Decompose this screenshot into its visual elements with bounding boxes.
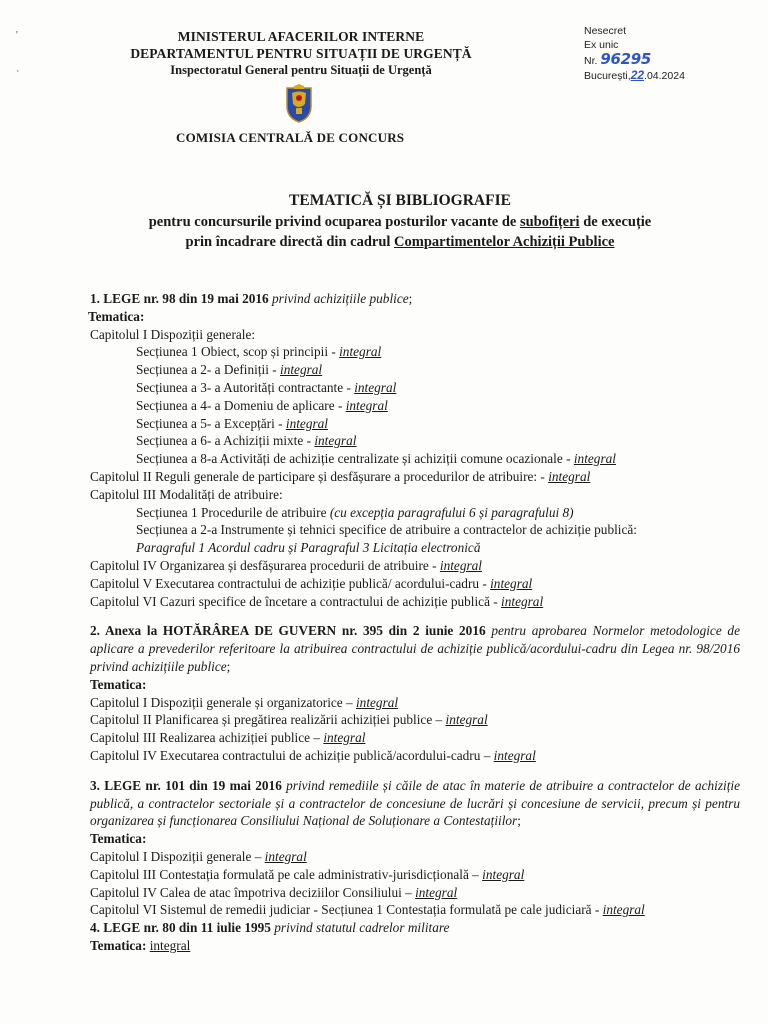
document-subtitle-line2: prin încadrare directă din cadrul Compartimentelor Achiziții Publice [185, 234, 615, 250]
scope-tag: integral [314, 433, 357, 449]
section-2-items [90, 694, 740, 765]
list-item: Capitolul I Dispoziții generale și organizatorice – integral [90, 694, 399, 710]
section-3-heading: 3. LEGE nr. 101 din 19 mai 2016 privind remediile și căile de atac în materie de atribuire a contractelor de achiziție publică, a contractelor sectoriale și a contractelor de concesiune de lucrări și concesiune de servicii, precum și pentru organizarea și funcționarea Consiliului Național de Soluționare a Contestațiilor; [90, 777, 741, 829]
handwritten-number: 96295 [600, 50, 652, 68]
scope-tag: integral [355, 694, 399, 710]
document-subtitle-line1: pentru concursurile privind ocuparea posturilor vacante de subofițeri de execuție [148, 214, 652, 230]
classification-label: Nesecret [584, 25, 627, 37]
section-1-chapter3-sec1: Secțiunea 1 Procedurile de atribuire (cu excepția paragrafului 6 și paragrafului 8) [136, 504, 574, 520]
section-3-last-item: Capitolul VI Sistemul de remedii judiciar - Secțiunea 1 Contestația formulată pe cale judiciară - integral [90, 902, 645, 918]
handwritten-day: 22 [630, 68, 645, 82]
section-1-items [90, 326, 740, 504]
section-2-heading: 2. Anexa la HOTĂRÂREA DE GUVERN nr. 395 din 2 iunie 2016 pentru aprobarea Normelor metodologice de aplicare a prevederilor referitoare la atribuirea contractului de achiziție publică/acordului-cadru din Legea nr. 98/2016 privind achizițiile publice; [90, 623, 740, 674]
classification-block [584, 24, 685, 83]
scope-tag: integral [482, 866, 525, 882]
list-item: Capitolul IV Executarea contractului de achiziție publică/acordului-cadru – integral [90, 747, 536, 763]
scan-mark: ' [16, 30, 18, 41]
document-body [90, 290, 740, 955]
section-1-tail-items [90, 557, 740, 610]
list-item: Capitolul II Reguli generale de participare și desfășurare a procedurilor de atribuire: - integral [90, 468, 591, 484]
list-item: Secțiunea a 3- a Autorități contractante - integral [136, 379, 397, 395]
section-1-chapter3-sec2: Secțiunea a 2-a Instrumente și tehnici specifice de atribuire a contractelor de achiziție publică: [136, 522, 637, 538]
list-item: Capitolul II Planificarea și pregătirea realizării achiziției publice – integral [90, 712, 488, 728]
ministry-name: MINISTERUL AFACERILOR INTERNE [177, 29, 425, 44]
city-label: București, [584, 70, 631, 82]
list-item: Capitolul III Realizarea achiziției publice – integral [90, 730, 366, 746]
document-date [584, 68, 685, 83]
scan-mark: ` [16, 70, 20, 81]
list-item: Secțiunea a 6- a Achiziții mixte - integral [136, 433, 357, 449]
list-item: Capitolul IV Calea de atac împotriva deciziilor Consiliului – integral [90, 884, 458, 900]
section-3-tematica: Tematica: [90, 831, 147, 847]
department-name: DEPARTAMENTUL PENTRU SITUAȚII DE URGENȚĂ [130, 46, 472, 61]
section-2-tematica: Tematica: [90, 676, 147, 692]
list-item: Capitolul IV Organizarea și desfășurarea procedurii de atribuire - integral [90, 557, 482, 573]
scope-tag: integral [573, 451, 616, 467]
scope-tag: integral [345, 397, 388, 413]
list-item: Capitolul III Modalități de atribuire: [90, 486, 283, 502]
list-item: Capitolul III Contestația formulată pe cale administrativ-jurisdicțională – integral [90, 866, 525, 882]
commission-title: COMISIA CENTRALĂ DE CONCURS [176, 130, 405, 145]
section-3-items [90, 848, 740, 901]
section-4-heading: 4. LEGE nr. 80 din 11 iulie 1995 privind statutul cadrelor militare [90, 920, 450, 936]
copy-label: Ex unic [584, 39, 619, 51]
list-item: Capitolul VI Cazuri specifice de încetare a contractului de achiziție publică - integral [90, 593, 544, 609]
section-1-chapter3-sec2-paragraphs: Paragraful 1 Acordul cadru și Paragraful 3 Licitația electronică [136, 540, 481, 556]
scope-tag: integral [439, 557, 482, 573]
scope-tag: integral [323, 730, 366, 746]
list-item: Secțiunea a 8-a Activități de achiziție centralizate și achiziții comune ocazionale - integral [136, 451, 616, 467]
inspectorate-name: Inspectoratul General pentru Situații de Urgență [170, 63, 432, 77]
document-title: TEMATICĂ ȘI BIBLIOGRAFIE [289, 192, 511, 209]
list-item: Capitolul V Executarea contractului de achiziție publică/ acordului-cadru - integral [90, 575, 533, 591]
scope-tag: integral [354, 379, 397, 395]
date-rest: .04.2024 [644, 70, 685, 82]
scope-tag: integral [548, 468, 591, 484]
scope-tag: integral [339, 344, 382, 360]
nr-label: Nr. [584, 55, 598, 67]
scope-tag: integral [493, 747, 536, 763]
list-item: Secțiunea a 4- a Domeniu de aplicare - integral [136, 397, 388, 413]
scope-tag: integral [264, 848, 307, 864]
letterhead [96, 28, 506, 79]
scope-tag: integral [415, 884, 458, 900]
scope-tag: integral [280, 362, 323, 378]
list-item: Secțiunea a 2- a Definiții - integral [136, 362, 323, 378]
scope-tag: integral [285, 415, 328, 431]
registration-number [584, 52, 685, 68]
list-item: Secțiunea a 5- a Excepțări - integral [136, 415, 328, 431]
list-item: Capitolul I Dispoziții generale: [90, 326, 256, 342]
list-item: Secțiunea 1 Obiect, scop și principii - integral [136, 344, 382, 360]
list-item: Capitolul I Dispoziții generale – integral [90, 848, 307, 864]
coat-of-arms-icon [281, 84, 317, 124]
section-4-tematica: Tematica: integral [90, 937, 191, 953]
section-1-heading: 1. LEGE nr. 98 din 19 mai 2016 privind achizițiile publice; [90, 291, 413, 306]
scope-tag: integral [490, 575, 533, 591]
scope-tag: integral [445, 712, 488, 728]
section-1-tematica: Tematica: [88, 308, 145, 324]
scope-tag: integral [501, 593, 544, 609]
